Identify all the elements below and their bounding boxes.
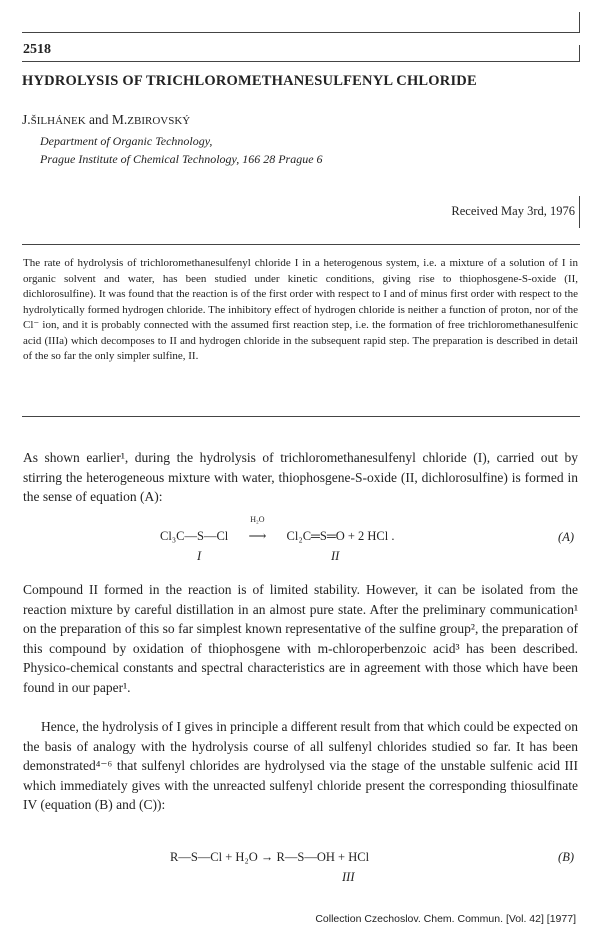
page-number: 2518 [23,42,51,57]
equation-b-number: (B) [558,850,574,864]
received-right-tick [579,196,580,228]
abstract-text: The rate of hydrolysis of trichloromethanesulfenyl chloride I in a heterogenous system, i.e. a mixture of a solution of I in organic solvent and water, has been studied under kinetic conditions, giving rise to thiophosgene-S-oxide (II, dichlorosulfine). It was found that the reaction is of the first order with respect to I and of minus first order with respect to the hydrolytically formed hydrogen chloride. The inhibitory effect of hydrogen chloride is neither a function of proton, nor of the Cl⁻ ion, and it is probably connected with the assumed first reaction step, i.e. the formation of free trichloromethanesulfenic acid (IIIa) which decomposes to II and hydrogen chloride in the subsequent rapid step. The preparation is described in detail of the so far the only simpler sulfine, II. [23,257,578,362]
author1-initial: J. [22,112,31,127]
author-line [22,112,190,128]
equation-a-arrow: H₂O ⟶ [231,528,283,544]
equation-a-label-ii: II [331,549,340,563]
journal-footer: Collection Czechoslov. Chem. Commun. [Vol. 42] [1977] [315,913,576,925]
header-right-tick [579,45,580,62]
top-right-tick [579,12,580,33]
equation-b-label-iii: III [342,870,355,884]
affiliation-line-1: Department of Organic Technology, [40,134,213,148]
author2-name: ZBIROVSKÝ [127,115,191,127]
equation-a-right: Cl₂C═S═O + 2 HCl . [286,529,395,543]
paragraph-3: Hence, the hydrolysis of I gives in principle a different result from that which could be expected on the basis of analogy with the hydrolysis course of all sulfenyl chlorides studied so far. It has been demonstrated⁴⁻⁶ that sulfenyl chlorides are hydrolysed via the stage of the unstable sulfenic acid III which immediately gives with the unreacted sulfenyl chloride present the corresponding thiosulfinate IV (equation (B) and (C)): [23,719,578,812]
author2-initial: M. [111,112,128,127]
top-rule [22,32,580,33]
equation-a-left: Cl₃C—S—Cl [160,529,229,543]
equation-a [160,515,395,544]
header-rule [22,61,580,62]
received-date: Received May 3rd, 1976 [451,204,575,218]
paragraph-1: As shown earlier¹, during the hydrolysis of trichloromethanesulfenyl chloride (I), carried out by stirring the heterogeneous mixture with water, thiophosgene-S-oxide (II, dichlorosulfine) is formed in the sense of equation (A): [23,450,578,504]
equation-b: R—S—Cl + H₂O → R—S—OH + HCl [170,850,370,864]
equation-a-number: (A) [558,530,574,544]
abstract-top-rule [22,244,580,245]
paragraph-2: Compound II formed in the reaction is of limited stability. However, it can be isolated from the reaction mixture by careful distillation in an almost pure state. After the preliminary communication¹ on the preparation of this so far simplest known representative of the sulfine group², the preparation of this compound by oxidation of thiophosgene with m-chloroperbenzoic acid³ has been described. Physico-chemical constants and spectral characteristics are in agreement with those which have been found in our paper¹. [23,582,578,695]
equation-a-reagent: H₂O [250,515,265,524]
article-title: HYDROLYSIS OF TRICHLOROMETHANESULFENYL CHLORIDE [22,73,477,89]
affiliation-line-2: Prague Institute of Chemical Technology, 166 28 Prague 6 [40,152,323,166]
author-conjunction: and [89,112,109,127]
equation-a-label-i: I [197,549,202,563]
author1-name: ŠILHÁNEK [30,115,86,127]
abstract-bottom-rule [22,416,580,417]
